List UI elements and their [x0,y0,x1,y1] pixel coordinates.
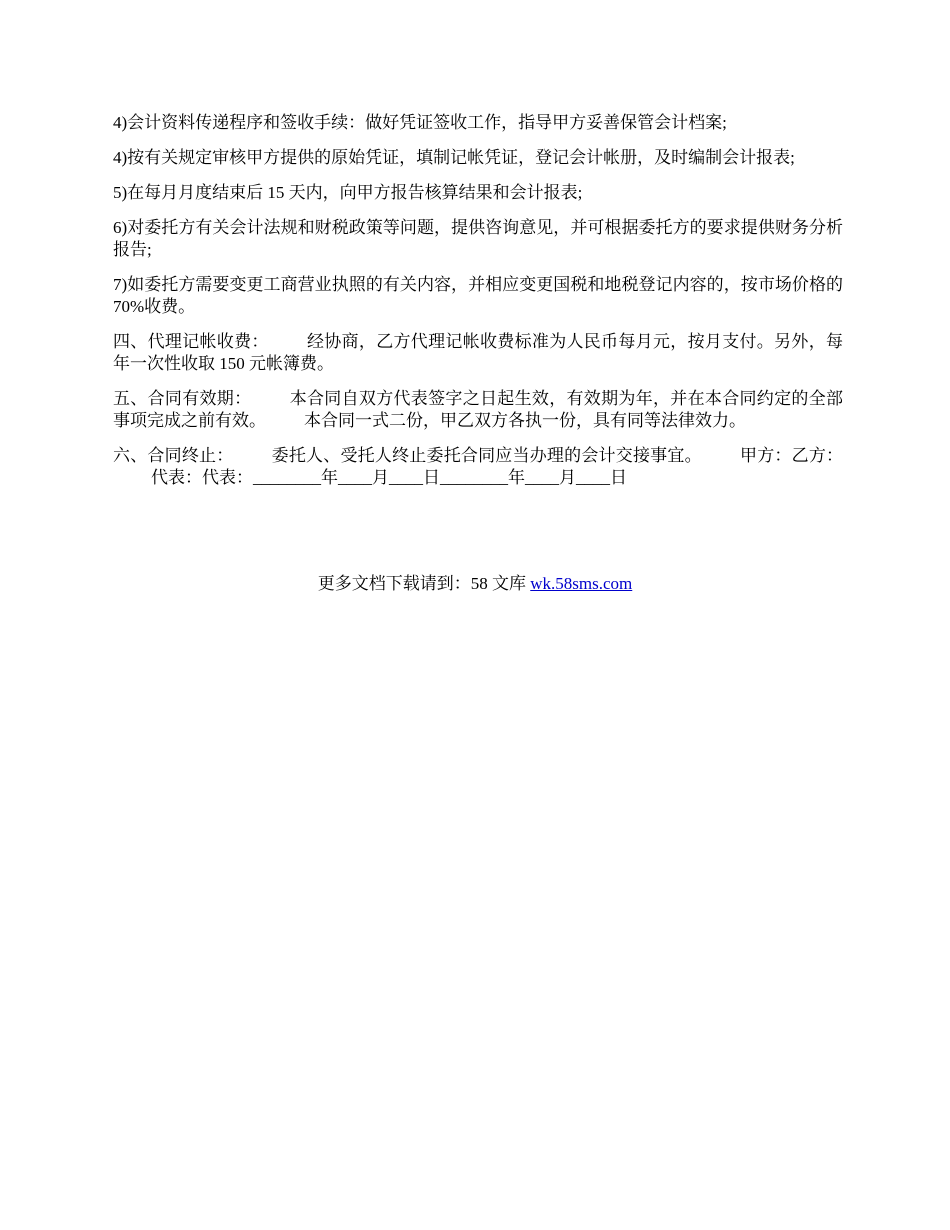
section-validity-copies: 本合同一式二份，甲乙双方各执一份，具有同等法律效力。 [304,411,746,430]
party-b-label: 乙方： [791,446,844,465]
footer-text: 更多文档下载请到：58 文库 [317,574,531,593]
section-termination-text: 委托人、受托人终止委托合同应当办理的会计交接事宜。 [271,446,702,465]
section-validity-text: 本合同自双方代表签字之日起生效，有效期为年，并在本合同约定的全部事项完成之前有效。 [113,389,844,430]
document-body [113,112,843,502]
clause-5: 5)在每月月度结束后 15 天内，向甲方报告核算结果和会计报表; [113,183,583,202]
section-fee-label: 四、代理记帐收费： [113,332,269,351]
clause-7: 7)如委托方需要变更工商营业执照的有关内容，并相应变更国税和地税登记内容的，按市场价格的 70%收费。 [113,275,843,316]
footer-link[interactable]: wk.58sms.com [530,574,633,593]
section-validity [113,388,843,432]
clause-4a: 4)会计资料传递程序和签收手续：做好凭证签收工作，指导甲方妥善保管会计档案; [113,113,727,132]
clause-6: 6)对委托方有关会计法规和财税政策等问题，提供咨询意见，并可根据委托方的要求提供财务分析报告; [113,218,843,259]
section-termination [113,445,843,489]
section-fee-text: 经协商，乙方代理记帐收费标准为人民币每月元，按月支付。另外，每年一次性收取 150 元帐簿费。 [113,332,844,373]
section-validity-label: 五、合同有效期： [113,389,252,408]
clause-4b: 4)按有关规定审核甲方提供的原始凭证，填制记帐凭证，登记会计帐册，及时编制会计报表; [113,148,795,167]
party-a-label: 甲方： [739,446,792,465]
download-footer [0,573,950,595]
section-termination-label: 六、合同终止： [113,446,234,465]
signature-line: 代表：代表：________年____月____日________年____月____日 [151,468,627,487]
section-fee [113,331,843,375]
